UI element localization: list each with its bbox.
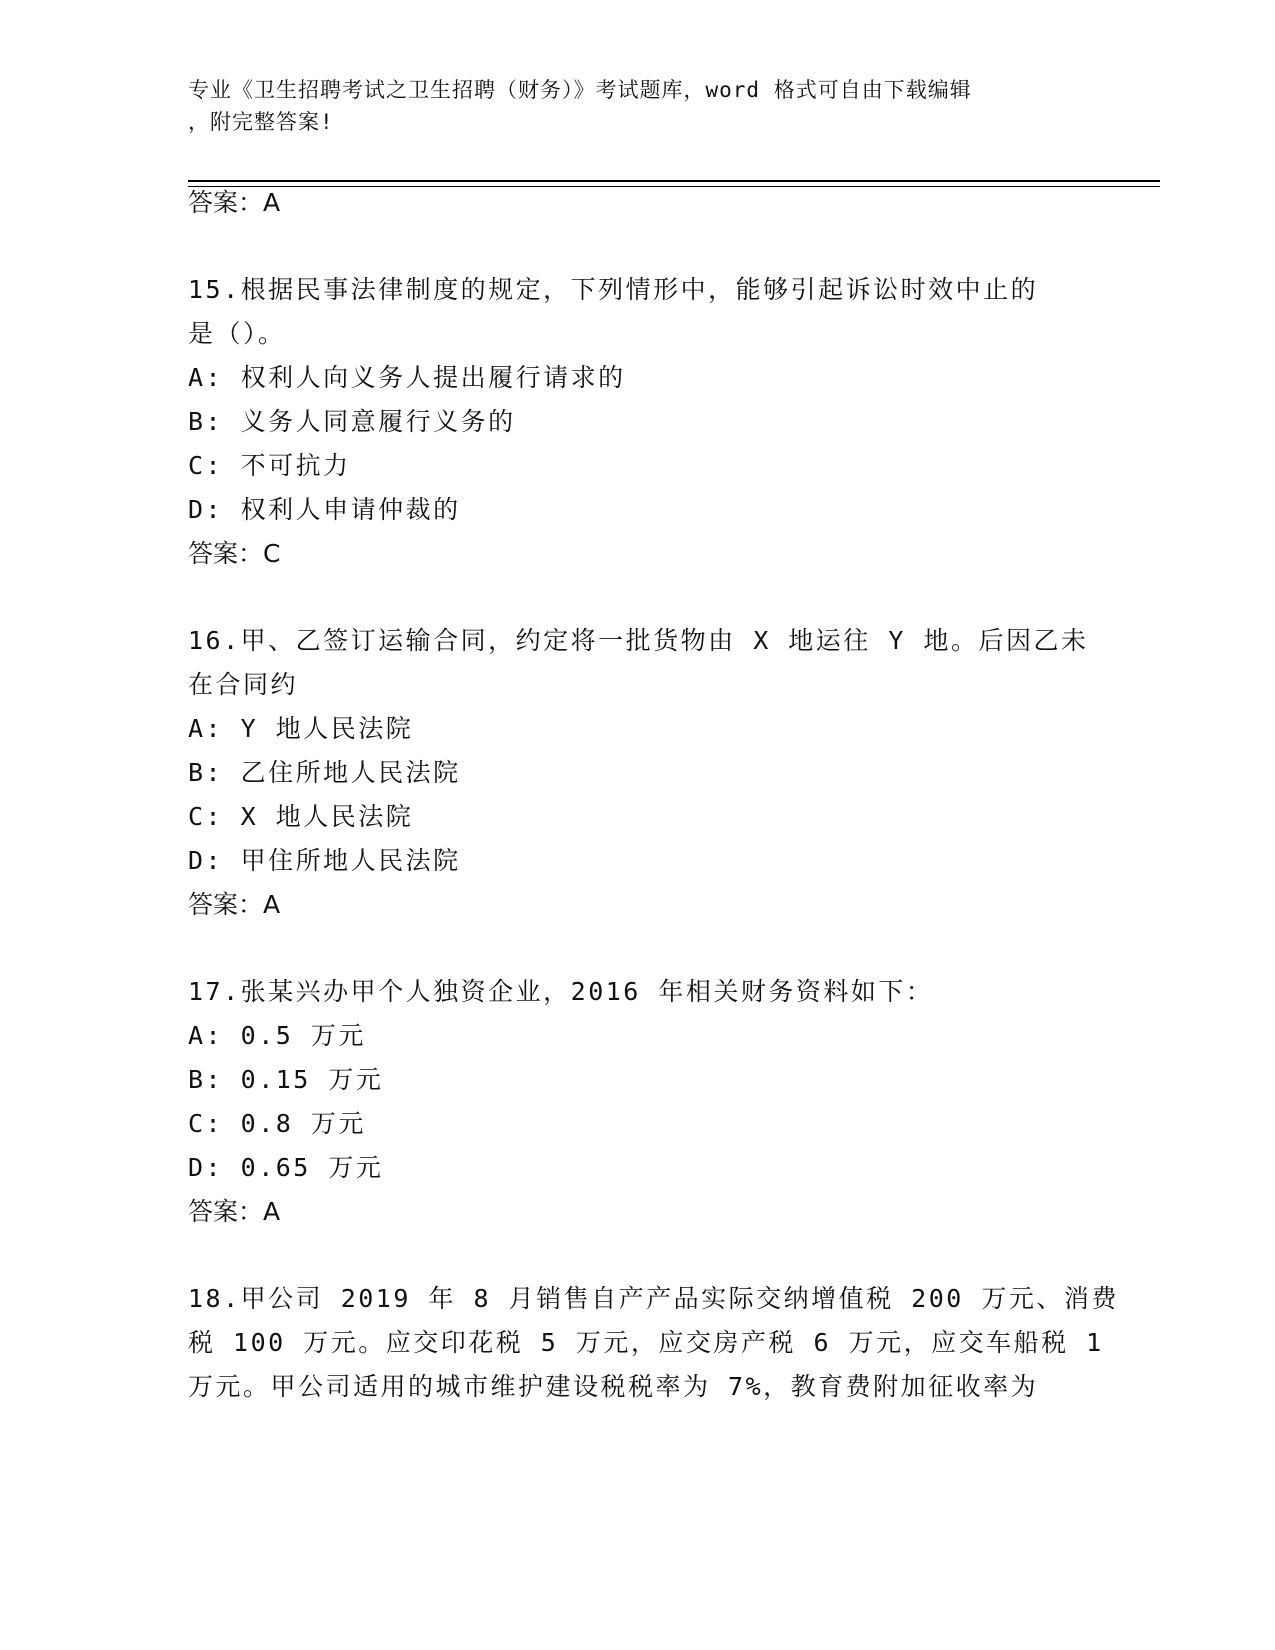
- previous-answer: 答案：A: [188, 188, 281, 217]
- q18-stem-line-1: 18.甲公司 2019 年 8 月销售自产产品实际交纳增值税 200 万元、消费: [188, 1284, 1119, 1313]
- header-divider-thin: [188, 186, 1160, 187]
- q18-stem-line-2: 税 100 万元。应交印花税 5 万元，应交房产税 6 万元，应交车船税 1: [188, 1328, 1104, 1357]
- q16-option-a: A: Y 地人民法院: [188, 714, 414, 743]
- q18-stem-line-3: 万元。甲公司适用的城市维护建设税税率为 7%，教育费附加征收率为: [188, 1372, 1039, 1401]
- q16-option-b: B: 乙住所地人民法院: [188, 758, 461, 787]
- q15-answer: 答案：C: [188, 539, 281, 568]
- q17-option-d: D: 0.65 万元: [188, 1153, 384, 1182]
- q15-option-c: C: 不可抗力: [188, 451, 351, 480]
- q17-answer: 答案：A: [188, 1197, 281, 1226]
- q16-stem-line-1: 16.甲、乙签订运输合同，约定将一批货物由 X 地运往 Y 地。后因乙未: [188, 626, 1089, 655]
- q16-option-c: C: X 地人民法院: [188, 802, 414, 831]
- q17-option-b: B: 0.15 万元: [188, 1065, 384, 1094]
- q15-option-d: D: 权利人申请仲裁的: [188, 495, 461, 524]
- q15-option-a: A: 权利人向义务人提出履行请求的: [188, 363, 626, 392]
- document-header: [188, 74, 1068, 138]
- q16-stem-line-2: 在合同约: [188, 670, 299, 699]
- q16-option-d: D: 甲住所地人民法院: [188, 846, 461, 875]
- header-line-1: 专业《卫生招聘考试之卫生招聘（财务）》考试题库，word 格式可自由下载编辑: [188, 78, 972, 102]
- header-divider-thick: [188, 180, 1160, 182]
- q15-stem-line-2: 是（）。: [188, 319, 286, 348]
- q17-option-c: C: 0.8 万元: [188, 1109, 366, 1138]
- header-line-2: ，附完整答案!: [188, 110, 334, 134]
- q16-answer: 答案：A: [188, 890, 281, 919]
- q17-stem-line-1: 17.张某兴办甲个人独资企业，2016 年相关财务资料如下：: [188, 977, 934, 1006]
- q15-stem-line-1: 15.根据民事法律制度的规定，下列情形中，能够引起诉讼时效中止的: [188, 275, 1039, 304]
- q15-option-b: B: 义务人同意履行义务的: [188, 407, 516, 436]
- q17-option-a: A: 0.5 万元: [188, 1021, 366, 1050]
